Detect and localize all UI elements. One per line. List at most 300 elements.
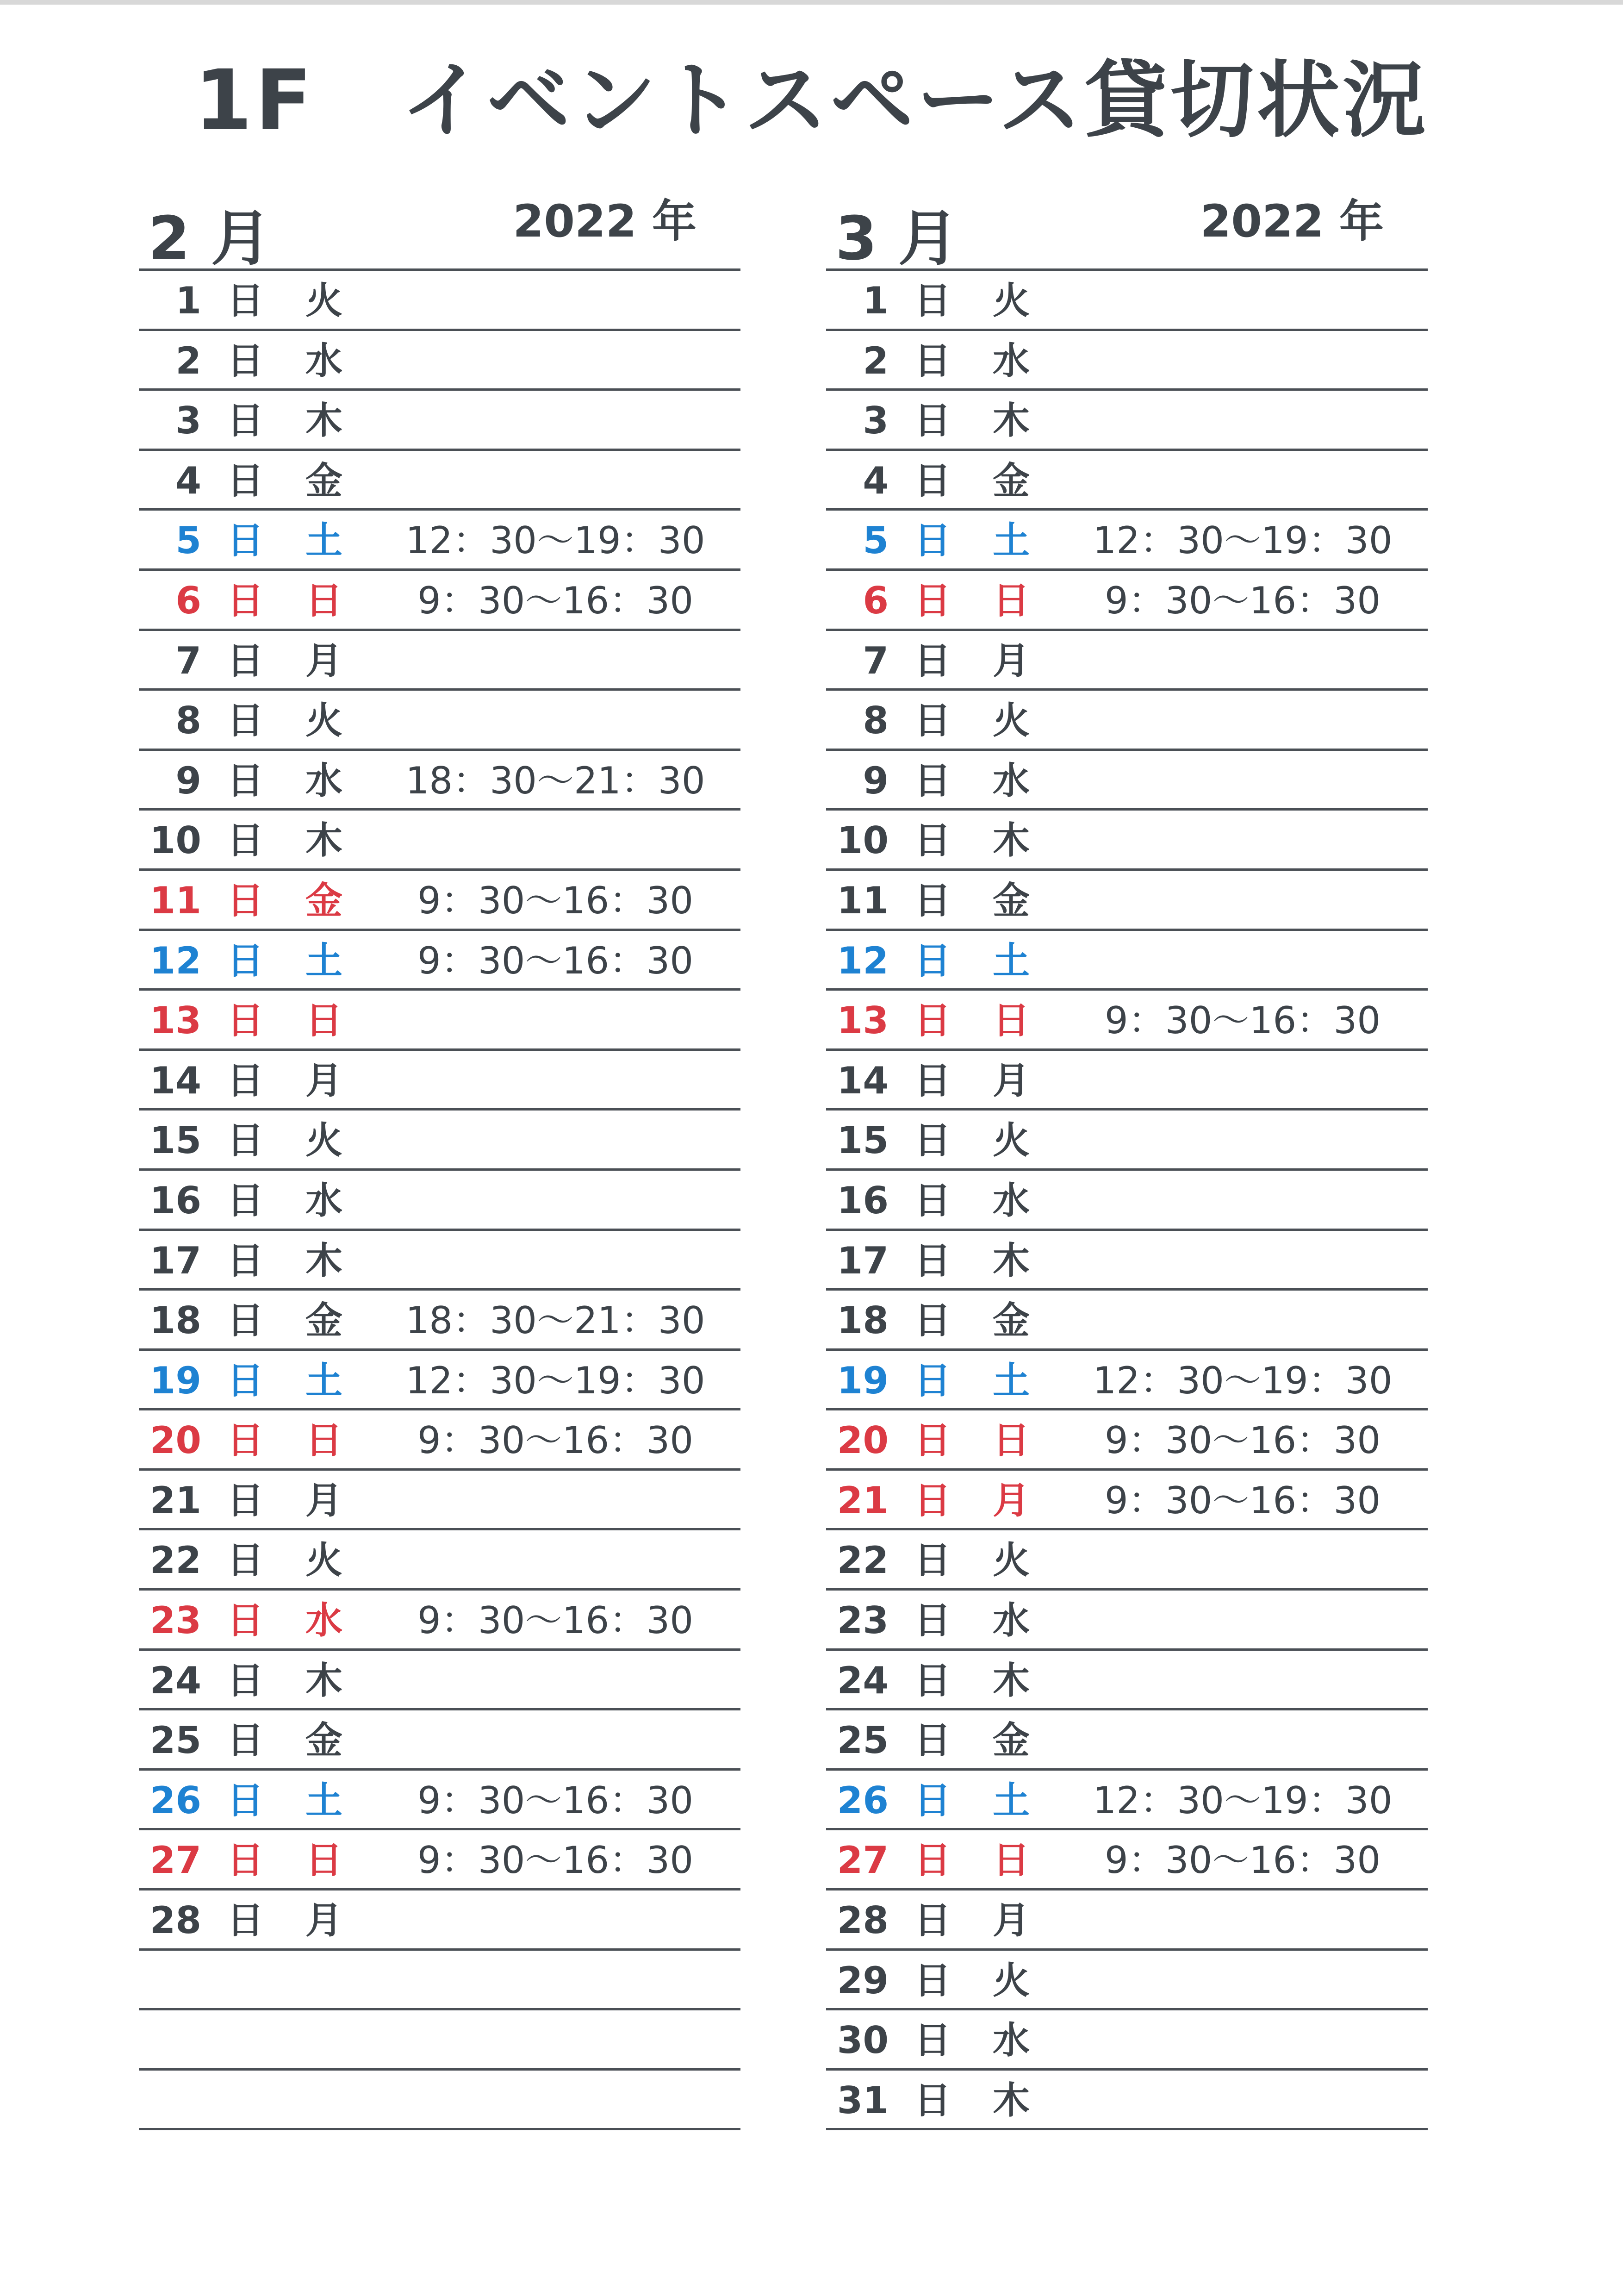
day-number: 5 xyxy=(175,519,201,562)
weekday: 日 xyxy=(305,1839,342,1882)
day-row xyxy=(139,1410,740,1471)
day-row xyxy=(139,931,740,991)
day-suffix: 日 xyxy=(914,1119,951,1162)
weekday: 月 xyxy=(993,639,1030,682)
weekday: 土 xyxy=(993,519,1030,562)
day-suffix: 日 xyxy=(914,1778,951,1822)
reservation-time xyxy=(398,391,713,451)
day-number: 20 xyxy=(837,1419,889,1462)
day-suffix: 日 xyxy=(914,1359,951,1402)
day-number: 30 xyxy=(837,2019,889,2062)
month-header xyxy=(826,185,1428,274)
day-suffix: 日 xyxy=(227,939,264,982)
weekday: 火 xyxy=(305,279,342,322)
day-row xyxy=(826,631,1428,691)
reservation-time xyxy=(1085,631,1400,691)
day-suffix: 日 xyxy=(227,1719,264,1762)
weekday: 金 xyxy=(305,1299,342,1342)
month-header xyxy=(139,185,740,274)
day-row xyxy=(826,1351,1428,1411)
reservation-time xyxy=(398,331,713,391)
weekday: 水 xyxy=(993,1599,1030,1642)
reservation-time xyxy=(1085,2071,1400,2131)
month-block-february xyxy=(139,185,740,2130)
day-number: 11 xyxy=(837,879,889,922)
reservation-time xyxy=(398,1051,713,1111)
day-number: 24 xyxy=(837,1659,889,1702)
day-row xyxy=(826,1890,1428,1951)
day-row xyxy=(826,511,1428,571)
day-suffix: 日 xyxy=(914,339,951,382)
day-row xyxy=(826,691,1428,751)
weekday: 火 xyxy=(305,699,342,742)
day-suffix: 日 xyxy=(227,1778,264,1822)
day-number: 15 xyxy=(149,1119,201,1162)
reservation-time: 18：30〜21：30 xyxy=(405,1299,705,1342)
day-suffix: 日 xyxy=(227,1599,264,1642)
reservation-time: 12：30〜19：30 xyxy=(405,1359,705,1402)
day-suffix: 日 xyxy=(227,999,264,1042)
weekday: 金 xyxy=(305,459,342,502)
day-row xyxy=(139,1171,740,1231)
day-number: 1 xyxy=(175,279,201,322)
weekday: 月 xyxy=(993,1059,1030,1102)
reservation-time xyxy=(398,271,713,331)
day-number: 13 xyxy=(837,999,889,1042)
day-suffix: 日 xyxy=(914,1659,951,1702)
reservation-time xyxy=(1085,1171,1400,1231)
day-row xyxy=(139,271,740,331)
weekday: 月 xyxy=(305,1059,342,1102)
day-suffix: 日 xyxy=(914,879,951,922)
day-suffix: 日 xyxy=(227,1539,264,1582)
day-row xyxy=(139,1231,740,1291)
reservation-time xyxy=(1085,1890,1400,1951)
weekday: 日 xyxy=(993,1419,1030,1462)
day-row xyxy=(139,1471,740,1531)
day-row xyxy=(139,631,740,691)
day-number: 27 xyxy=(837,1839,889,1882)
reservation-time xyxy=(398,991,713,1051)
reservation-time xyxy=(1085,1951,1400,2011)
day-row xyxy=(826,751,1428,811)
day-suffix: 日 xyxy=(914,399,951,443)
day-row xyxy=(139,1111,740,1171)
month-block-march xyxy=(826,185,1428,2130)
weekday: 土 xyxy=(993,939,1030,982)
reservation-time xyxy=(1085,331,1400,391)
day-number: 3 xyxy=(175,399,201,443)
weekday: 金 xyxy=(993,1719,1030,1762)
day-row xyxy=(826,1171,1428,1231)
weekday: 木 xyxy=(305,1659,342,1702)
day-number: 1 xyxy=(863,279,889,322)
day-number: 5 xyxy=(863,519,889,562)
reservation-time: 9：30〜16：30 xyxy=(417,579,694,622)
weekday: 木 xyxy=(305,819,342,862)
day-number: 14 xyxy=(149,1059,201,1102)
day-number: 16 xyxy=(837,1179,889,1222)
day-row xyxy=(139,811,740,871)
reservation-time: 9：30〜16：30 xyxy=(1104,1479,1381,1522)
day-number: 24 xyxy=(149,1659,201,1702)
weekday: 土 xyxy=(993,1778,1030,1822)
day-row xyxy=(826,391,1428,451)
day-list xyxy=(139,271,740,2130)
day-suffix: 日 xyxy=(227,399,264,443)
weekday: 日 xyxy=(993,999,1030,1042)
weekday: 木 xyxy=(993,399,1030,443)
weekday: 木 xyxy=(305,1239,342,1282)
day-suffix: 日 xyxy=(227,339,264,382)
weekday: 金 xyxy=(305,1719,342,1762)
day-number: 12 xyxy=(837,939,889,982)
day-number: 13 xyxy=(149,999,201,1042)
day-number: 23 xyxy=(837,1599,889,1642)
reservation-time: 9：30〜16：30 xyxy=(417,1778,694,1822)
weekday: 金 xyxy=(305,879,342,922)
day-number xyxy=(139,2071,201,2131)
day-row xyxy=(139,1530,740,1591)
day-number: 22 xyxy=(149,1539,201,1582)
day-number xyxy=(139,1951,201,2011)
year-label: 2022 年 xyxy=(1200,195,1384,247)
day-number: 2 xyxy=(863,339,889,382)
day-suffix: 日 xyxy=(914,1479,951,1522)
day-suffix: 日 xyxy=(227,1179,264,1222)
reservation-time: 9：30〜16：30 xyxy=(417,1839,694,1882)
weekday: 金 xyxy=(993,1299,1030,1342)
reservation-time: 12：30〜19：30 xyxy=(405,519,705,562)
reservation-time xyxy=(398,451,713,511)
day-suffix: 日 xyxy=(914,579,951,622)
day-number: 10 xyxy=(837,819,889,862)
day-row xyxy=(826,1771,1428,1831)
day-row xyxy=(139,1591,740,1651)
weekday: 月 xyxy=(305,639,342,682)
day-number: 14 xyxy=(837,1059,889,1102)
day-number: 19 xyxy=(837,1359,889,1402)
day-suffix: 日 xyxy=(227,879,264,922)
day-row xyxy=(826,991,1428,1051)
weekday: 水 xyxy=(993,2019,1030,2062)
reservation-time xyxy=(398,2071,713,2131)
day-suffix: 日 xyxy=(914,1059,951,1102)
day-number: 18 xyxy=(149,1299,201,1342)
weekday: 水 xyxy=(993,759,1030,802)
day-row xyxy=(826,871,1428,931)
day-number: 28 xyxy=(837,1899,889,1942)
weekday: 火 xyxy=(993,279,1030,322)
reservation-time: 12：30〜19：30 xyxy=(1093,519,1393,562)
reservation-time xyxy=(1085,811,1400,871)
day-number: 3 xyxy=(863,399,889,443)
day-suffix: 日 xyxy=(227,639,264,682)
day-row xyxy=(139,751,740,811)
day-suffix: 日 xyxy=(227,1659,264,1702)
day-number: 17 xyxy=(149,1239,201,1282)
day-number: 10 xyxy=(149,819,201,862)
reservation-time: 12：30〜19：30 xyxy=(1093,1778,1393,1822)
day-row xyxy=(139,1710,740,1771)
weekday: 木 xyxy=(993,1659,1030,1702)
month-label: 3 月 xyxy=(835,203,958,274)
weekday: 日 xyxy=(993,1839,1030,1882)
day-suffix: 日 xyxy=(914,1599,951,1642)
day-row xyxy=(826,1291,1428,1351)
day-suffix: 日 xyxy=(914,1959,951,2002)
reservation-time xyxy=(1085,1710,1400,1771)
year-label: 2022 年 xyxy=(513,195,696,247)
day-number: 8 xyxy=(175,699,201,742)
day-row xyxy=(139,871,740,931)
weekday: 木 xyxy=(993,1239,1030,1282)
day-suffix: 日 xyxy=(227,459,264,502)
day-row xyxy=(826,2071,1428,2131)
reservation-time xyxy=(398,1471,713,1531)
reservation-time xyxy=(1085,1591,1400,1651)
day-suffix: 日 xyxy=(227,1359,264,1402)
day-suffix: 日 xyxy=(227,1119,264,1162)
day-number: 29 xyxy=(837,1959,889,2002)
day-row xyxy=(826,2010,1428,2071)
day-row xyxy=(139,331,740,391)
day-suffix: 日 xyxy=(227,699,264,742)
weekday: 土 xyxy=(993,1359,1030,1402)
day-row xyxy=(826,571,1428,631)
weekday: 水 xyxy=(305,339,342,382)
day-number: 6 xyxy=(863,579,889,622)
weekday: 金 xyxy=(993,879,1030,922)
reservation-time xyxy=(1085,751,1400,811)
day-suffix: 日 xyxy=(227,759,264,802)
weekday: 月 xyxy=(993,1479,1030,1522)
weekday: 土 xyxy=(305,939,342,982)
day-row xyxy=(139,1051,740,1111)
day-row xyxy=(826,811,1428,871)
reservation-time: 9：30〜16：30 xyxy=(1104,1419,1381,1462)
weekday: 土 xyxy=(305,1359,342,1402)
day-number: 6 xyxy=(175,579,201,622)
day-number: 18 xyxy=(837,1299,889,1342)
weekday: 土 xyxy=(305,1778,342,1822)
reservation-time: 9：30〜16：30 xyxy=(1104,579,1381,622)
weekday: 火 xyxy=(993,1959,1030,2002)
day-number: 2 xyxy=(175,339,201,382)
reservation-time xyxy=(1085,1231,1400,1291)
weekday: 月 xyxy=(305,1899,342,1942)
day-suffix: 日 xyxy=(914,999,951,1042)
day-suffix: 日 xyxy=(914,759,951,802)
day-number: 23 xyxy=(149,1599,201,1642)
reservation-time xyxy=(398,1710,713,1771)
day-number: 15 xyxy=(837,1119,889,1162)
day-row xyxy=(826,1051,1428,1111)
day-number: 17 xyxy=(837,1239,889,1282)
day-number: 8 xyxy=(863,699,889,742)
weekday: 日 xyxy=(993,579,1030,622)
reservation-time: 12：30〜19：30 xyxy=(1093,1359,1393,1402)
day-number: 21 xyxy=(837,1479,889,1522)
day-number: 22 xyxy=(837,1539,889,1582)
day-row xyxy=(139,1951,740,2011)
day-suffix: 日 xyxy=(227,279,264,322)
day-suffix: 日 xyxy=(227,1479,264,1522)
day-suffix: 日 xyxy=(914,699,951,742)
weekday: 木 xyxy=(993,819,1030,862)
day-row xyxy=(139,1351,740,1411)
day-number: 4 xyxy=(863,459,889,502)
day-suffix: 日 xyxy=(914,939,951,982)
day-row xyxy=(826,331,1428,391)
day-row xyxy=(826,1471,1428,1531)
reservation-time xyxy=(398,1231,713,1291)
day-number: 20 xyxy=(149,1419,201,1462)
day-row xyxy=(826,1710,1428,1771)
reservation-time xyxy=(398,1651,713,1711)
day-row xyxy=(826,1651,1428,1711)
day-number: 19 xyxy=(149,1359,201,1402)
day-number: 12 xyxy=(149,939,201,982)
day-row xyxy=(139,1291,740,1351)
day-row xyxy=(139,391,740,451)
day-row xyxy=(826,1231,1428,1291)
reservation-time xyxy=(1085,1111,1400,1171)
day-number: 31 xyxy=(837,2078,889,2122)
day-list xyxy=(826,271,1428,2130)
day-number: 21 xyxy=(149,1479,201,1522)
day-suffix: 日 xyxy=(227,1419,264,1462)
day-row xyxy=(826,1530,1428,1591)
reservation-time xyxy=(398,1951,713,2011)
day-suffix: 日 xyxy=(914,2078,951,2122)
day-number xyxy=(139,2010,201,2071)
weekday: 月 xyxy=(993,1899,1030,1942)
weekday: 日 xyxy=(305,579,342,622)
reservation-time: 9：30〜16：30 xyxy=(1104,1839,1381,1882)
day-number: 28 xyxy=(149,1899,201,1942)
weekday: 火 xyxy=(305,1119,342,1162)
day-number: 27 xyxy=(149,1839,201,1882)
weekday: 水 xyxy=(305,1599,342,1642)
weekday: 火 xyxy=(305,1539,342,1582)
reservation-time xyxy=(398,1890,713,1951)
weekday: 水 xyxy=(305,759,342,802)
reservation-time xyxy=(1085,1051,1400,1111)
day-row xyxy=(826,451,1428,511)
reservation-time xyxy=(398,1171,713,1231)
day-row xyxy=(139,511,740,571)
day-suffix: 日 xyxy=(914,459,951,502)
day-suffix: 日 xyxy=(914,1179,951,1222)
reservation-time xyxy=(398,1111,713,1171)
reservation-time: 9：30〜16：30 xyxy=(417,1419,694,1462)
reservation-time: 9：30〜16：30 xyxy=(417,1599,694,1642)
day-row xyxy=(826,1410,1428,1471)
day-row xyxy=(826,1591,1428,1651)
day-suffix: 日 xyxy=(914,1239,951,1282)
day-number: 9 xyxy=(863,759,889,802)
weekday: 火 xyxy=(993,1539,1030,1582)
scan-edge xyxy=(0,0,1623,5)
day-row xyxy=(826,1951,1428,2011)
reservation-time xyxy=(1085,871,1400,931)
day-suffix: 日 xyxy=(914,1299,951,1342)
weekday: 水 xyxy=(305,1179,342,1222)
weekday: 日 xyxy=(305,999,342,1042)
day-suffix: 日 xyxy=(914,2019,951,2062)
day-suffix: 日 xyxy=(227,579,264,622)
reservation-time: 9：30〜16：30 xyxy=(417,939,694,982)
day-suffix: 日 xyxy=(227,519,264,562)
day-suffix: 日 xyxy=(227,1299,264,1342)
day-row xyxy=(139,691,740,751)
reservation-time xyxy=(398,1530,713,1591)
day-row xyxy=(139,451,740,511)
weekday: 木 xyxy=(993,2078,1030,2122)
reservation-time: 9：30〜16：30 xyxy=(1104,999,1381,1042)
day-number: 25 xyxy=(149,1719,201,1762)
month-label: 2 月 xyxy=(148,203,271,274)
day-suffix: 日 xyxy=(914,279,951,322)
day-number: 26 xyxy=(149,1778,201,1822)
reservation-time xyxy=(1085,1530,1400,1591)
day-row xyxy=(826,1111,1428,1171)
page-title: 1F イベントスペース貸切状況 xyxy=(194,52,1429,149)
day-number: 11 xyxy=(149,879,201,922)
reservation-time: 9：30〜16：30 xyxy=(417,879,694,922)
reservation-time xyxy=(1085,451,1400,511)
day-suffix: 日 xyxy=(914,1899,951,1942)
weekday: 木 xyxy=(305,399,342,443)
day-number: 7 xyxy=(175,639,201,682)
day-suffix: 日 xyxy=(227,1839,264,1882)
reservation-time xyxy=(1085,931,1400,991)
reservation-time xyxy=(1085,391,1400,451)
day-suffix: 日 xyxy=(227,819,264,862)
weekday: 水 xyxy=(993,1179,1030,1222)
day-suffix: 日 xyxy=(914,519,951,562)
day-suffix: 日 xyxy=(914,1539,951,1582)
day-row xyxy=(139,991,740,1051)
day-suffix: 日 xyxy=(914,819,951,862)
day-suffix: 日 xyxy=(914,1839,951,1882)
weekday: 金 xyxy=(993,459,1030,502)
weekday: 火 xyxy=(993,699,1030,742)
day-row xyxy=(139,2010,740,2071)
day-number: 7 xyxy=(863,639,889,682)
reservation-time xyxy=(398,811,713,871)
day-row xyxy=(139,1830,740,1890)
reservation-time xyxy=(1085,1291,1400,1351)
day-suffix: 日 xyxy=(227,1899,264,1942)
day-row xyxy=(826,271,1428,331)
reservation-time xyxy=(398,2010,713,2071)
day-row xyxy=(139,1771,740,1831)
weekday: 日 xyxy=(305,1419,342,1462)
day-row xyxy=(826,931,1428,991)
day-number: 26 xyxy=(837,1778,889,1822)
day-row xyxy=(139,1890,740,1951)
day-suffix: 日 xyxy=(914,639,951,682)
day-suffix: 日 xyxy=(914,1419,951,1462)
day-row xyxy=(826,1830,1428,1890)
day-number: 16 xyxy=(149,1179,201,1222)
weekday: 火 xyxy=(993,1119,1030,1162)
reservation-time xyxy=(1085,271,1400,331)
weekday: 水 xyxy=(993,339,1030,382)
day-number: 9 xyxy=(175,759,201,802)
